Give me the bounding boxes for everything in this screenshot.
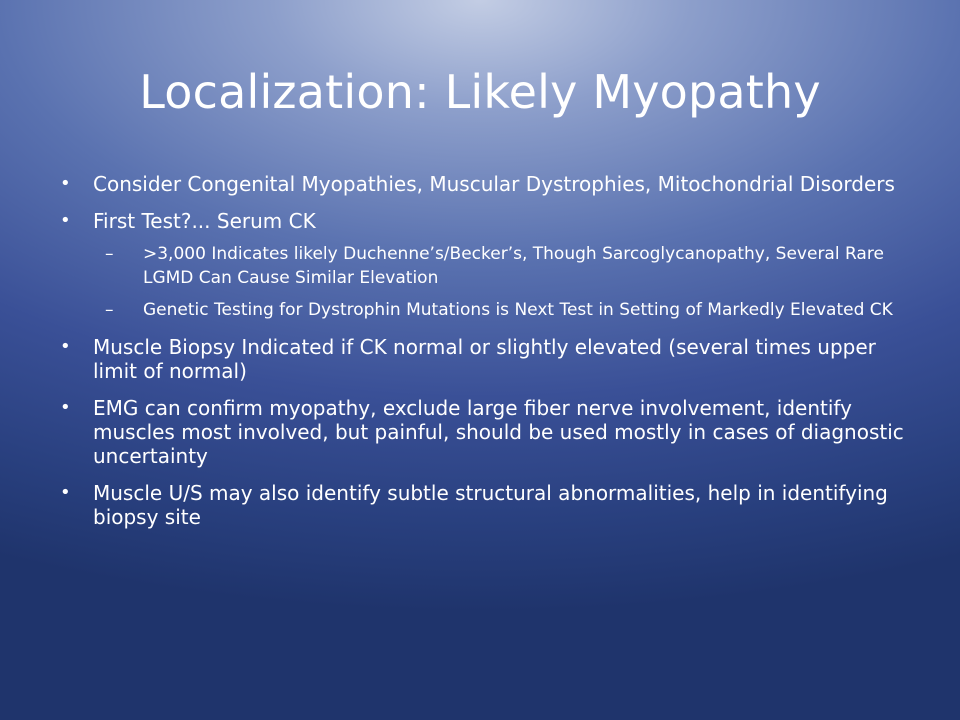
sub-bullet-list [56, 242, 916, 322]
bullet-text: Muscle U/S may also identify subtle structural abnormalities, help in identifying biopsy site [93, 481, 888, 529]
dash-icon: – [105, 300, 114, 320]
sub-bullet-item [93, 242, 916, 290]
bullet-item [56, 481, 916, 529]
bullet-dot-icon: • [60, 482, 71, 503]
bullet-item [56, 335, 916, 383]
sub-bullet-text: Genetic Testing for Dystrophin Mutations is Next Test in Setting of Markedly Elevated CK [143, 300, 893, 320]
bullet-dot-icon: • [60, 397, 71, 418]
bullet-text: Consider Congenital Myopathies, Muscular Dystrophies, Mitochondrial Disorders [93, 172, 895, 196]
slide-title: Localization: Likely Myopathy [139, 65, 821, 119]
bullet-item [56, 172, 916, 196]
bullet-text: EMG can confirm myopathy, exclude large fiber nerve involvement, identify muscles most involved, but painful, should be used mostly in cases of diagnostic uncertainty [93, 396, 904, 468]
bullet-item [56, 209, 916, 233]
sub-bullet-text: >3,000 Indicates likely Duchenne’s/Becker’s, Though Sarcoglycanopathy, Several Rare LGMD Can Cause Similar Elevation [143, 244, 884, 288]
bullet-text: Muscle Biopsy Indicated if CK normal or slightly elevated (several times upper limit of normal) [93, 335, 876, 383]
bullet-dot-icon: • [60, 336, 71, 357]
bullet-text: First Test?... Serum CK [93, 209, 316, 233]
bullet-item [56, 396, 916, 468]
slide-content [56, 172, 916, 542]
bullet-dot-icon: • [60, 173, 71, 194]
dash-icon: – [105, 244, 114, 264]
sub-bullet-item [93, 298, 916, 322]
bullet-dot-icon: • [60, 210, 71, 231]
